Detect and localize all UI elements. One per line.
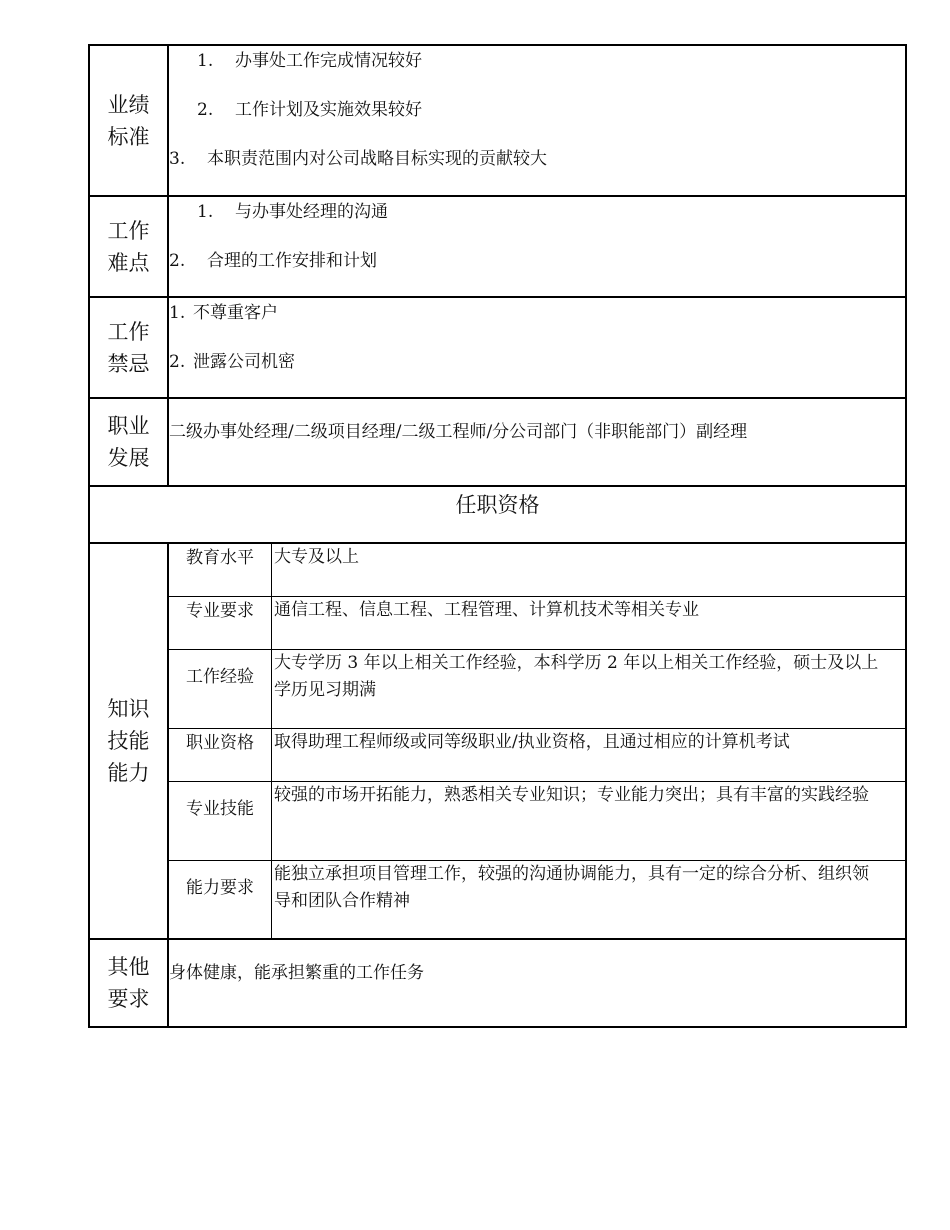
qualification-label: 教育水平 <box>169 544 272 596</box>
performance-item: 3. 本职责范围内对公司战略目标实现的贡献较大 <box>169 149 547 169</box>
qualification-row <box>169 728 905 781</box>
career-label: 职业 发展 <box>89 398 168 486</box>
qualification-label: 专业要求 <box>169 596 272 649</box>
difficulty-item: 1. 与办事处经理的沟通 <box>197 202 388 222</box>
qualification-label: 专业技能 <box>169 781 272 860</box>
performance-item: 2. 工作计划及实施效果较好 <box>197 100 422 120</box>
qualification-row <box>169 649 905 728</box>
taboo-content <box>168 297 906 398</box>
qualification-label: 工作经验 <box>169 649 272 728</box>
qualification-value: 通信工程、信息工程、工程管理、计算机技术等相关专业 <box>272 596 906 649</box>
qualification-row <box>169 544 905 596</box>
career-content <box>168 398 906 486</box>
qualification-value: 取得助理工程师级或同等级职业/执业资格，且通过相应的计算机考试 <box>272 728 906 781</box>
knowledge-content <box>168 543 906 939</box>
taboo-label: 工作 禁忌 <box>89 297 168 398</box>
qualification-value: 较强的市场开拓能力，熟悉相关专业知识；专业能力突出；具有丰富的实践经验 <box>272 781 906 860</box>
qualification-label: 能力要求 <box>169 860 272 938</box>
knowledge-label: 知识 技能 能力 <box>89 543 168 939</box>
career-path-text: 二级办事处经理/二级项目经理/二级工程师/分公司部门（非职能部门）副经理 <box>169 422 748 442</box>
taboo-item: 2. 泄露公司机密 <box>169 352 295 372</box>
job-description-table <box>88 44 907 1028</box>
qualification-value: 能独立承担项目管理工作，较强的沟通协调能力，具有一定的综合分析、组织领导和团队合作精神 <box>274 863 869 911</box>
other-label: 其他 要求 <box>89 939 168 1027</box>
qualification-row <box>169 596 905 649</box>
difficulty-item: 2. 合理的工作安排和计划 <box>169 251 377 271</box>
performance-content <box>168 45 906 196</box>
qualification-row <box>169 860 905 938</box>
difficulty-label: 工作 难点 <box>89 196 168 297</box>
difficulty-content <box>168 196 906 297</box>
qualification-header: 任职资格 <box>89 486 906 543</box>
qualification-value: 大专及以上 <box>272 544 906 596</box>
qualification-label: 职业资格 <box>169 728 272 781</box>
qualification-row <box>169 781 905 860</box>
performance-label: 业绩 标准 <box>89 45 168 196</box>
knowledge-subtable <box>169 544 905 938</box>
qualification-value: 大专学历 3 年以上相关工作经验，本科学历 2 年以上相关工作经验，硕士及以上学历见习期满 <box>272 649 906 728</box>
taboo-item: 1. 不尊重客户 <box>169 303 278 323</box>
performance-item: 1. 办事处工作完成情况较好 <box>197 51 422 71</box>
other-requirement-text: 身体健康，能承担繁重的工作任务 <box>169 963 424 983</box>
other-content <box>168 939 906 1027</box>
